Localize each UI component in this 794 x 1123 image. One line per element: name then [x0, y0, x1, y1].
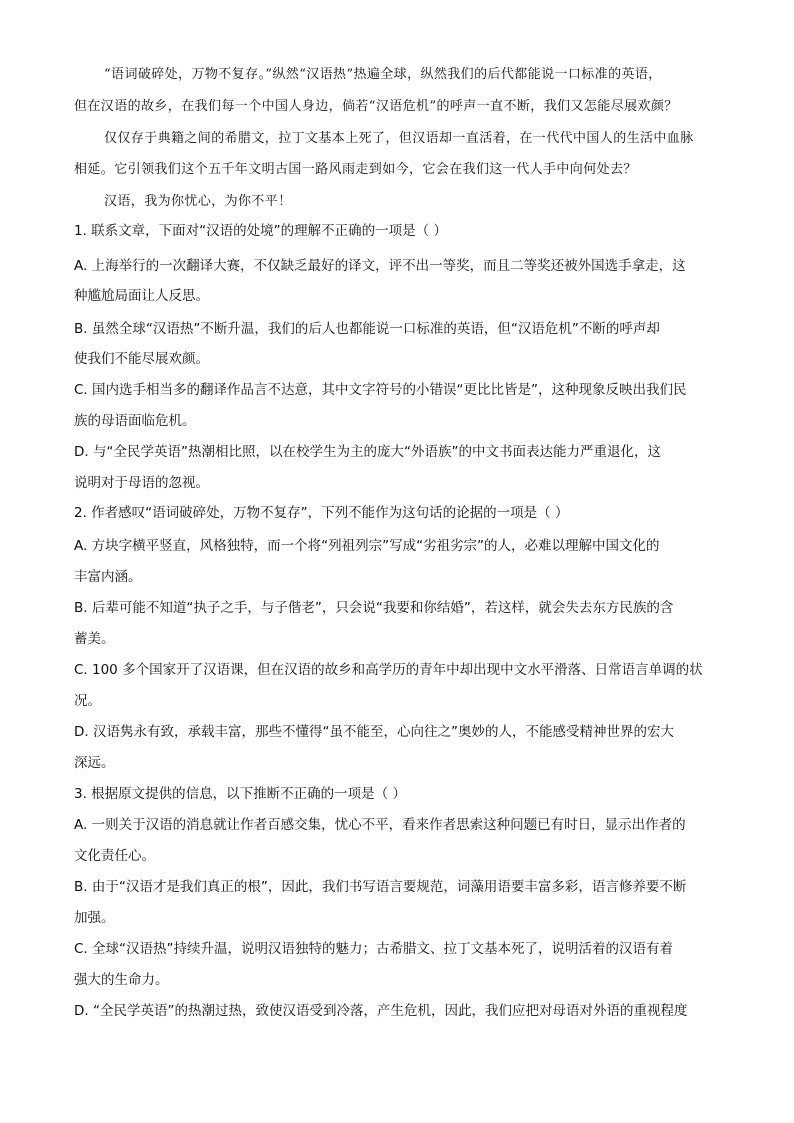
- question-2-option-c-line-1: C. 100 多个国家开了汉语课，但在汉语的故乡和高学历的青年中却出现中文水平滑落、日常语言单调的状: [74, 662, 703, 678]
- question-3-option-d-line-1: D. “全民学英语”的热潮过热，致使汉语受到冷落，产生危机，因此，我们应把对母语对外语的重视程度: [74, 1003, 688, 1019]
- question-3-option-c-line-2: 强大的生命力。: [74, 972, 169, 988]
- question-2-option-b-line-1: B. 后辈可能不知道“执子之手，与子偕老”，只会说“我要和你结婚”，若这样，就会失去东方民族的含: [74, 600, 674, 616]
- question-2-option-c-line-2: 况。: [74, 693, 101, 709]
- question-1-option-d-line-2: 说明对于母语的忽视。: [74, 475, 209, 491]
- question-1-option-d-line-1: D. 与“全民学英语”热潮相比照，以在校学生为主的庞大“外语族”的中文书面表达能力严重退化，这: [74, 444, 661, 460]
- passage-paragraph-1-line-2: 但在汉语的故乡，在我们每一个中国人身边，倘若“汉语危机”的呼声一直不断，我们又怎能尽展欢颜？: [74, 99, 678, 114]
- question-3-stem: 3. 根据原文提供的信息，以下推断不正确的一项是（ ）: [74, 786, 406, 802]
- question-2-option-a-line-1: A. 方块字横平竖直，风格独特，而一个将“列祖列宗”写成“劣祖劣宗”的人，必难以理解中国文化的: [74, 538, 660, 554]
- question-2-option-a-line-2: 丰富内涵。: [74, 569, 142, 585]
- question-2-option-d-line-2: 深远。: [74, 755, 115, 771]
- passage-paragraph-2-line-1: 仅仅存于典籍之间的希腊文，拉丁文基本上死了，但汉语却一直活着，在一代代中国人的生活中血脉: [104, 131, 694, 146]
- question-1-option-c-line-2: 族的母语面临危机。: [74, 413, 196, 429]
- question-3-option-b-line-2: 加强。: [74, 910, 115, 926]
- question-1-option-c-line-1: C. 国内选手相当多的翻译作品言不达意，其中文字符号的小错误“更比比皆是”，这种现象反映出我们民: [74, 382, 687, 398]
- passage-paragraph-1-line-1: “语词破碎处，万物不复存。”纵然“汉语热”热遍全球，纵然我们的后代都能说一口标准的英语，: [104, 67, 662, 82]
- question-1-option-b-line-2: 使我们不能尽展欢颜。: [74, 351, 209, 367]
- question-1-option-b-line-1: B. 虽然全球“汉语热”不断升温，我们的后人也都能说一口标准的英语，但“汉语危机”不断的呼声却: [74, 321, 660, 337]
- question-1-option-a-line-1: A. 上海举行的一次翻译大赛，不仅缺乏最好的译文，评不出一等奖，而且二等奖还被外国选手拿走，这: [74, 258, 686, 274]
- passage-paragraph-2-line-2: 相延。它引领我们这个五千年文明古国一路风雨走到如今，它会在我们这一代人手中向何处去？: [74, 162, 637, 177]
- passage-paragraph-3-line-1: 汉语，我为你忧心，为你不平！: [104, 194, 292, 209]
- question-2-option-d-line-1: D. 汉语隽永有致，承载丰富，那些不懂得“虽不能至，心向往之”奥妙的人，不能感受精神世界的宏大: [74, 724, 674, 740]
- question-3-option-a-line-1: A. 一则关于汉语的消息就让作者百感交集，忧心不平，看来作者思索这种问题已有时日，显示出作者的: [74, 817, 686, 833]
- question-1-stem: 1. 联系文章，下面对“汉语的处境”的理解不正确的一项是（ ）: [74, 223, 447, 239]
- question-3-option-b-line-1: B. 由于“汉语才是我们真正的根”，因此，我们书写语言要规范，词藻用语要丰富多彩，语言修养要不断: [74, 879, 687, 895]
- question-3-option-c-line-1: C. 全球“汉语热”持续升温，说明汉语独特的魅力；古希腊文、拉丁文基本死了，说明活着的汉语有着: [74, 941, 673, 957]
- question-2-option-b-line-2: 蓄美。: [74, 631, 115, 647]
- question-2-stem: 2. 作者感叹“语词破碎处，万物不复存”，下列不能作为这句话的论据的一项是（ ）: [74, 505, 569, 521]
- question-3-option-a-line-2: 文化责任心。: [74, 848, 155, 864]
- question-1-option-a-line-2: 种尴尬局面让人反思。: [74, 288, 209, 304]
